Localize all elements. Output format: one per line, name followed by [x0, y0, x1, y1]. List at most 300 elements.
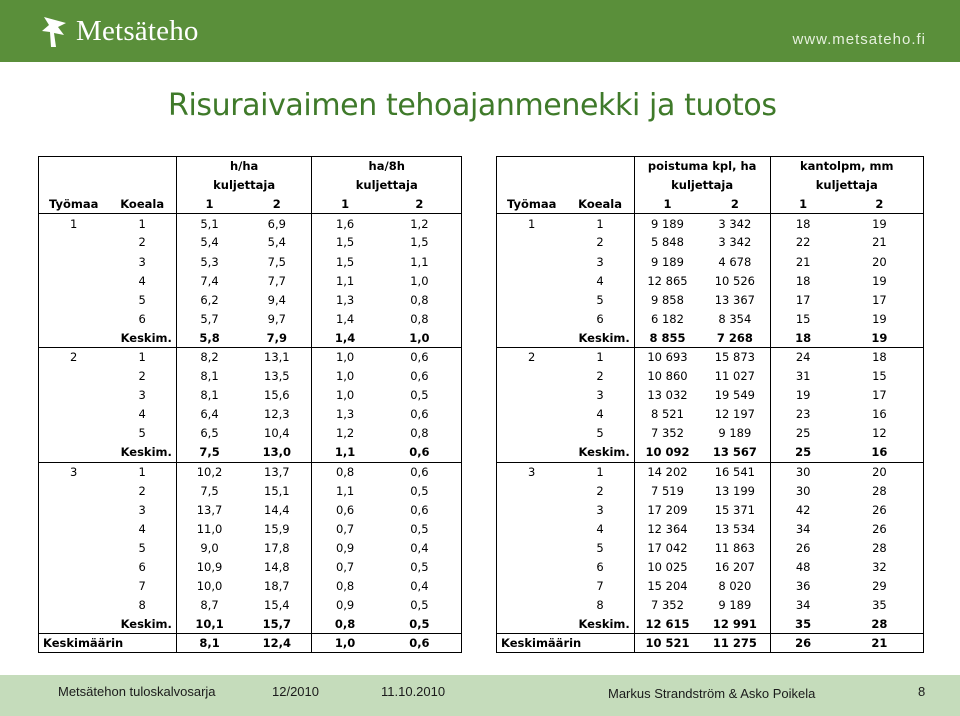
table-row: [39, 538, 462, 557]
table-cell: 0,6: [410, 502, 429, 517]
table-cell: [497, 386, 567, 405]
table-row: [39, 557, 462, 576]
table-cell: 2: [138, 369, 146, 384]
table-cell: 13 199: [714, 483, 755, 498]
table-cell: 10,0: [176, 577, 242, 596]
table-cell: 6 182: [634, 309, 700, 328]
table-cell: 17 042: [634, 538, 700, 557]
sub-header: kuljettaja: [770, 176, 923, 195]
column-header: Työmaa: [39, 195, 109, 214]
table-row: [39, 424, 462, 443]
empty-cell: [39, 157, 109, 176]
table-cell: 7 268: [716, 330, 753, 345]
table-cell: 5: [138, 292, 146, 307]
table-cell: 5: [138, 426, 146, 441]
total-row: [497, 634, 924, 653]
table-cell: 1,3: [312, 405, 378, 424]
table-cell: 11 863: [714, 540, 755, 555]
table-row: [497, 538, 924, 557]
table-row: [39, 367, 462, 386]
total-cell: 12,4: [242, 634, 312, 653]
table-cell: 8 020: [718, 579, 752, 594]
table-cell: 1,1: [312, 481, 378, 500]
table-cell: 13,7: [176, 500, 242, 519]
table-row: [39, 290, 462, 309]
table-cell: [39, 328, 109, 347]
table-cell: 1,5: [312, 252, 378, 271]
table-cell: 18: [770, 214, 836, 233]
table-cell: 6: [138, 560, 146, 575]
table-cell: 15,6: [264, 388, 290, 403]
table-cell: 13 367: [714, 292, 755, 307]
table-cell: 28: [872, 540, 887, 555]
total-cell: 21: [836, 634, 924, 653]
table-row: [497, 500, 924, 519]
table-cell: 5,4: [267, 235, 286, 250]
total-cell: 11 275: [700, 634, 770, 653]
table-cell: 11,0: [176, 519, 242, 538]
table-cell: 12 865: [634, 271, 700, 290]
table-cell: 7,5: [267, 254, 286, 269]
table-cell: [497, 615, 567, 634]
table-cell: 1: [566, 347, 634, 366]
table-cell: 5,4: [176, 233, 242, 252]
table-cell: [39, 500, 109, 519]
table-cell: [497, 290, 567, 309]
table-cell: 12: [872, 426, 887, 441]
total-cell: 10 521: [634, 634, 700, 653]
table-cell: 2: [596, 235, 604, 250]
table-cell: 1,1: [312, 271, 378, 290]
table-cell: [497, 557, 567, 576]
table-row: [39, 596, 462, 615]
table-cell: [497, 443, 567, 462]
table-cell: [39, 481, 109, 500]
table-cell: [39, 577, 109, 596]
table-row: [497, 309, 924, 328]
table-cell: 29: [872, 579, 887, 594]
tree-logo-icon: [40, 13, 70, 49]
table-row: [497, 386, 924, 405]
table-cell: 17 209: [634, 500, 700, 519]
table-row: [497, 596, 924, 615]
group-header: kantolpm, mm: [770, 157, 923, 176]
sub-header-row: [497, 176, 924, 195]
table-row: [39, 271, 462, 290]
table-cell: 2: [596, 369, 604, 384]
empty-cell: [566, 176, 634, 195]
table-cell: 3: [596, 388, 604, 403]
table-cell: 20: [872, 254, 887, 269]
table-cell: [497, 519, 567, 538]
table-cell: [39, 405, 109, 424]
table-cell: 19: [872, 273, 887, 288]
table-cell: 19: [872, 216, 887, 231]
table-cell: 14,8: [264, 560, 290, 575]
table-cell: 1: [596, 216, 604, 231]
table-cell: 10,2: [176, 462, 242, 481]
table-cell: 12 197: [714, 407, 755, 422]
table-cell: [497, 424, 567, 443]
table-row: [39, 462, 462, 481]
table-cell: 28: [872, 483, 887, 498]
table-cell: 1: [108, 462, 176, 481]
table-cell: 28: [871, 617, 888, 632]
table-cell: 21: [770, 252, 836, 271]
average-row: [497, 615, 924, 634]
table-cell: 0,5: [410, 483, 429, 498]
table-cell: 1: [566, 462, 634, 481]
right-table: [496, 156, 924, 653]
table-cell: 10 693: [634, 347, 700, 366]
table-row: [497, 577, 924, 596]
table-cell: Keskim.: [578, 617, 630, 632]
table-cell: 8,2: [176, 347, 242, 366]
table-cell: Keskim.: [120, 330, 172, 345]
table-row: [497, 367, 924, 386]
table-cell: 0,5: [410, 598, 429, 613]
table-cell: 9 189: [634, 214, 700, 233]
table-cell: 0,5: [410, 560, 429, 575]
table-row: [497, 347, 924, 366]
table-cell: 10,9: [176, 557, 242, 576]
table-cell: [39, 271, 109, 290]
table-cell: Keskim.: [578, 445, 630, 460]
table-cell: [39, 424, 109, 443]
table-cell: 3: [138, 254, 146, 269]
table-cell: 5,7: [176, 309, 242, 328]
column-header: Työmaa: [497, 195, 567, 214]
table-cell: 17: [770, 290, 836, 309]
table-cell: [497, 481, 567, 500]
table-cell: 7 519: [634, 481, 700, 500]
table-cell: 8: [596, 598, 604, 613]
column-header: 1: [770, 195, 836, 214]
empty-cell: [108, 157, 176, 176]
table-cell: 6: [138, 311, 146, 326]
total-label: Keskimäärin: [497, 634, 635, 653]
table-cell: 0,8: [312, 462, 378, 481]
table-cell: 19 549: [714, 388, 755, 403]
table-cell: 9 189: [634, 252, 700, 271]
table-cell: [497, 596, 567, 615]
table-cell: 1: [528, 216, 536, 231]
average-row: [497, 443, 924, 462]
table-cell: 9 189: [718, 426, 752, 441]
table-cell: [39, 596, 109, 615]
table-cell: 7,5: [176, 481, 242, 500]
empty-cell: [108, 176, 176, 195]
table-cell: Keskim.: [120, 617, 172, 632]
column-header: 2: [242, 195, 312, 214]
table-cell: 30: [770, 481, 836, 500]
table-cell: 13 534: [714, 521, 755, 536]
table-cell: 15: [872, 369, 887, 384]
table-cell: 16: [872, 407, 887, 422]
table-cell: 6: [596, 311, 604, 326]
table-cell: 1,1: [312, 443, 378, 462]
table-cell: 2: [39, 347, 109, 366]
table-row: [39, 252, 462, 271]
table-cell: 5: [596, 292, 604, 307]
table-row: [497, 271, 924, 290]
table-cell: 35: [872, 598, 887, 613]
table-cell: 16: [871, 445, 888, 460]
table-cell: 17,8: [264, 540, 290, 555]
total-cell: 0,6: [378, 634, 462, 653]
table-cell: 25: [770, 443, 836, 462]
table-row: [39, 309, 462, 328]
table-row: [39, 386, 462, 405]
average-row: [39, 615, 462, 634]
table-cell: 12 364: [634, 519, 700, 538]
table-cell: 5: [596, 540, 604, 555]
empty-cell: [566, 157, 634, 176]
table-cell: [39, 233, 109, 252]
average-row: [497, 328, 924, 347]
table-cell: [39, 252, 109, 271]
table-cell: 5: [596, 426, 604, 441]
table-cell: 12 615: [634, 615, 700, 634]
table-cell: 7,4: [176, 271, 242, 290]
table-cell: 34: [770, 519, 836, 538]
table-cell: 42: [770, 500, 836, 519]
column-header: Koeala: [108, 195, 176, 214]
left-table: [38, 156, 462, 653]
table-cell: [39, 386, 109, 405]
sub-header: kuljettaja: [634, 176, 770, 195]
table-cell: [39, 443, 109, 462]
column-header: Koeala: [566, 195, 634, 214]
table-cell: 0,6: [410, 369, 429, 384]
table-row: [497, 233, 924, 252]
table-cell: 3: [596, 254, 604, 269]
table-cell: 5: [138, 540, 146, 555]
table-cell: 0,8: [410, 311, 429, 326]
table-cell: 17: [872, 388, 887, 403]
table-cell: 0,6: [410, 407, 429, 422]
table-cell: 1,4: [312, 309, 378, 328]
table-cell: [39, 309, 109, 328]
table-cell: 18: [770, 271, 836, 290]
table-cell: 0,4: [410, 540, 429, 555]
table-cell: 7 352: [634, 596, 700, 615]
table-cell: 12,3: [264, 407, 290, 422]
table-row: [39, 405, 462, 424]
average-row: [39, 443, 462, 462]
empty-cell: [497, 176, 567, 195]
table-cell: 8,7: [176, 596, 242, 615]
table-cell: 3 342: [718, 216, 752, 231]
table-cell: 9 189: [718, 598, 752, 613]
table-cell: 10,4: [264, 426, 290, 441]
group-header-row: [497, 157, 924, 176]
table-cell: [497, 271, 567, 290]
total-label: Keskimäärin: [39, 634, 177, 653]
table-cell: 48: [770, 557, 836, 576]
table-cell: 15,1: [264, 483, 290, 498]
table-cell: 13,7: [242, 462, 312, 481]
table-cell: 0,4: [410, 579, 429, 594]
site-url: www.metsateho.fi: [792, 31, 926, 48]
table-cell: 17: [872, 292, 887, 307]
table-row: [39, 519, 462, 538]
table-cell: 6,5: [176, 424, 242, 443]
table-cell: 2: [497, 347, 567, 366]
table-row: [39, 577, 462, 596]
table-cell: 1,2: [410, 216, 429, 231]
empty-cell: [497, 157, 567, 176]
table-row: [497, 252, 924, 271]
total-cell: 26: [770, 634, 836, 653]
table-row: [39, 347, 462, 366]
table-cell: 0,8: [410, 292, 429, 307]
sub-header: kuljettaja: [176, 176, 312, 195]
table-cell: 30: [770, 462, 836, 481]
table-cell: 8 855: [634, 328, 700, 347]
table-cell: [497, 577, 567, 596]
slide-title: Risuraivaimen tehoajanmenekki ja tuotos: [168, 88, 777, 123]
table-cell: 0,7: [312, 519, 378, 538]
table-cell: 3: [138, 388, 146, 403]
table-cell: 0,6: [409, 445, 430, 460]
table-row: [497, 462, 924, 481]
table-cell: 5,8: [176, 328, 242, 347]
table-cell: 0,9: [312, 596, 378, 615]
table-cell: 1,0: [312, 386, 378, 405]
table-cell: [497, 367, 567, 386]
table-cell: 18: [836, 347, 924, 366]
table-cell: 10,1: [176, 615, 242, 634]
table-cell: 15,7: [262, 617, 291, 632]
table-cell: 26: [770, 538, 836, 557]
table-cell: 3: [596, 502, 604, 517]
column-header: 1: [312, 195, 378, 214]
table-row: [497, 519, 924, 538]
table-cell: 15,4: [264, 598, 290, 613]
table-cell: 13 567: [712, 445, 757, 460]
table-cell: 0,9: [312, 538, 378, 557]
table-cell: [39, 615, 109, 634]
table-cell: 8 354: [718, 311, 752, 326]
table-cell: 9 858: [634, 290, 700, 309]
table-cell: 24: [770, 347, 836, 366]
table-cell: [39, 367, 109, 386]
footer-authors: Markus Strandström & Asko Poikela: [608, 686, 816, 701]
table-cell: 12 991: [712, 617, 757, 632]
group-header-row: [39, 157, 462, 176]
table-cell: 32: [872, 560, 887, 575]
sub-header: kuljettaja: [312, 176, 462, 195]
table-cell: 4: [596, 521, 604, 536]
table-cell: 9,7: [267, 311, 286, 326]
table-cell: 8: [138, 598, 146, 613]
table-row: [497, 424, 924, 443]
table-cell: 20: [836, 462, 924, 481]
table-cell: 15 371: [714, 502, 755, 517]
table-cell: 5,3: [176, 252, 242, 271]
table-cell: 3 342: [718, 235, 752, 250]
table-cell: 8 521: [634, 405, 700, 424]
column-header: 1: [176, 195, 242, 214]
table-cell: 6,4: [176, 405, 242, 424]
table-cell: 2: [596, 483, 604, 498]
table-cell: 10 092: [634, 443, 700, 462]
table-cell: 10 526: [714, 273, 755, 288]
total-cell: 1,0: [312, 634, 378, 653]
table-cell: 7,5: [176, 443, 242, 462]
table-cell: 11 027: [714, 369, 755, 384]
table-cell: [497, 252, 567, 271]
table-cell: 5,1: [176, 214, 242, 233]
table-cell: 19: [770, 386, 836, 405]
table-cell: [497, 500, 567, 519]
group-header: h/ha: [176, 157, 312, 176]
table-cell: 8,1: [176, 367, 242, 386]
average-row: [39, 328, 462, 347]
table-cell: 0,8: [312, 577, 378, 596]
table-row: [497, 557, 924, 576]
table-cell: 1,0: [312, 347, 378, 366]
table-cell: 1,0: [410, 273, 429, 288]
table-cell: 16 207: [714, 560, 755, 575]
table-cell: 9,4: [267, 292, 286, 307]
table-cell: 1,5: [410, 235, 429, 250]
table-cell: 10 025: [634, 557, 700, 576]
column-header: 2: [700, 195, 770, 214]
table-cell: 19: [872, 311, 887, 326]
table-cell: 1,2: [312, 424, 378, 443]
table-cell: 36: [770, 577, 836, 596]
table-row: [39, 500, 462, 519]
table-row: [497, 214, 924, 233]
page-number: 8: [918, 684, 926, 699]
table-cell: 4 678: [718, 254, 752, 269]
table-cell: 21: [872, 235, 887, 250]
table-cell: 23: [770, 405, 836, 424]
table-cell: 1,0: [312, 367, 378, 386]
table-cell: 0,5: [410, 521, 429, 536]
table-cell: 18: [770, 328, 836, 347]
table-cell: 1,4: [312, 328, 378, 347]
table-cell: 13 032: [634, 386, 700, 405]
table-row: [497, 481, 924, 500]
table-row: [39, 214, 462, 233]
column-header: 1: [634, 195, 700, 214]
column-header: 2: [836, 195, 924, 214]
table-cell: 15: [770, 309, 836, 328]
total-cell: 8,1: [176, 634, 242, 653]
table-cell: 14,4: [264, 502, 290, 517]
sub-header-row: [39, 176, 462, 195]
table-cell: 4: [138, 273, 146, 288]
table-cell: 16 541: [700, 462, 770, 481]
table-cell: [39, 538, 109, 557]
table-cell: 22: [770, 233, 836, 252]
table-cell: 0,6: [312, 500, 378, 519]
table-cell: Keskim.: [578, 330, 630, 345]
table-cell: 1,3: [312, 290, 378, 309]
table-cell: 5 848: [634, 233, 700, 252]
table-cell: 3: [497, 462, 567, 481]
table-cell: 7: [596, 579, 604, 594]
empty-cell: [39, 176, 109, 195]
table-cell: [497, 538, 567, 557]
total-row: [39, 634, 462, 653]
table-cell: 18,7: [264, 579, 290, 594]
table-row: [39, 233, 462, 252]
table-cell: 4: [596, 407, 604, 422]
